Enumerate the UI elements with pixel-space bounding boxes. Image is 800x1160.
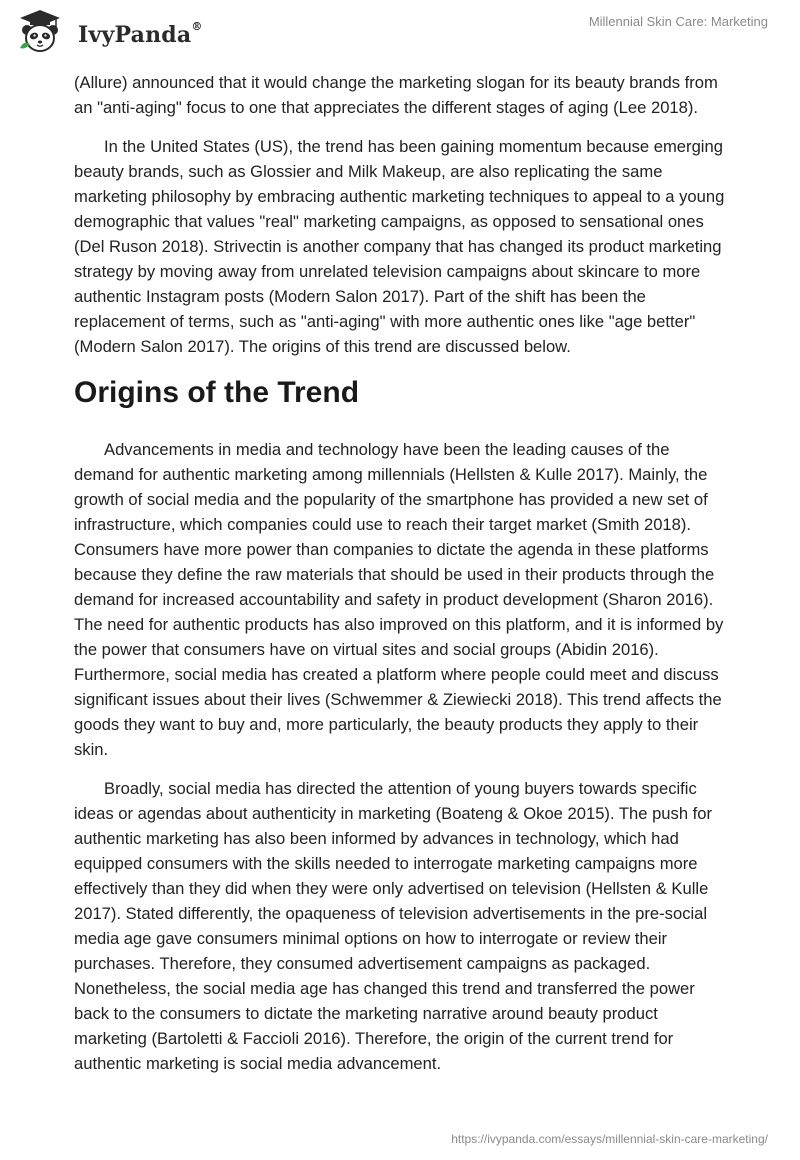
paragraph: In the United States (US), the trend has been gaining momentum because emerging beauty brands, such as Glossier and Milk Makeup, are also replicating the same marketing philosophy by embracing authentic marketing techniques to appeal to a young demographic that values "real" marketing campaigns, as opposed to sensational ones (Del Ruson 2018). Strivectin is another company that has changed its product marketing strategy by moving away from unrelated television campaigns about skincare to more authentic Instagram posts (Modern Salon 2017). Part of the shift has been the replacement of terms, such as "anti-aging" with more authentic ones like "age better" (Modern Salon 2017). The origins of this trend are discussed below. bbox=[74, 137, 725, 356]
paragraph: Broadly, social media has directed the attention of young buyers towards specific ideas or agendas about authenticity in marketing (Boateng & Okoe 2015). The push for authentic marketing has also been informed by advances in technology, which had equipped consumers with the skills needed to interrogate marketing campaigns more effectively than they did when they were only advertised on television (Hellsten & Kulle 2017). Stated differently, the opaqueness of television advertisements in the pre-social media age gave consumers minimal options on how to interrogate or review their purchases. Therefore, they consumed advertisement campaigns as packaged. Nonetheless, the social media age has changed this trend and transferred the power back to the consumers to dictate the marketing narrative around beauty product marketing (Bartoletti & Faccioli 2016). Therefore, the origin of the current trend for authentic marketing is social media advancement. bbox=[74, 779, 713, 1073]
logo[interactable] bbox=[16, 8, 216, 58]
source-url[interactable]: https://ivypanda.com/essays/millennial-skin-care-marketing/ bbox=[451, 1132, 768, 1146]
paragraph: Advancements in media and technology have been the leading causes of the demand for authentic marketing among millennials (Hellsten & Kulle 2017). Mainly, the growth of social media and the popularity of the smartphone has provided a new set of infrastructure, which companies could use to reach their target market (Smith 2018). Consumers have more power than companies to dictate the agenda in these platforms because they define the raw materials that should be used in their products through the demand for increased accountability and safety in product development (Sharon 2016). The need for authentic products has also improved on this platform, and it is informed by the power that consumers have on virtual sites and social groups (Abidin 2016). Furthermore, social media has created a platform where people could meet and discuss significant issues about their lives (Schwemmer & Ziewiecki 2018). This trend affects the goods they want to buy and, more particularly, the beauty products they apply to their skin. bbox=[74, 440, 724, 759]
essay-body bbox=[74, 70, 730, 1090]
page-header bbox=[0, 0, 800, 70]
brand-name: IvyPanda® bbox=[78, 20, 203, 48]
document-title: Millennial Skin Care: Marketing bbox=[588, 14, 768, 29]
paragraph: (Allure) announced that it would change the marketing slogan for its beauty brands from an "anti-aging" focus to one that appreciates the different stages of aging (Lee 2018). bbox=[74, 73, 718, 117]
section-heading: Origins of the Trend bbox=[74, 376, 360, 409]
panda-graduate-icon bbox=[16, 8, 64, 54]
